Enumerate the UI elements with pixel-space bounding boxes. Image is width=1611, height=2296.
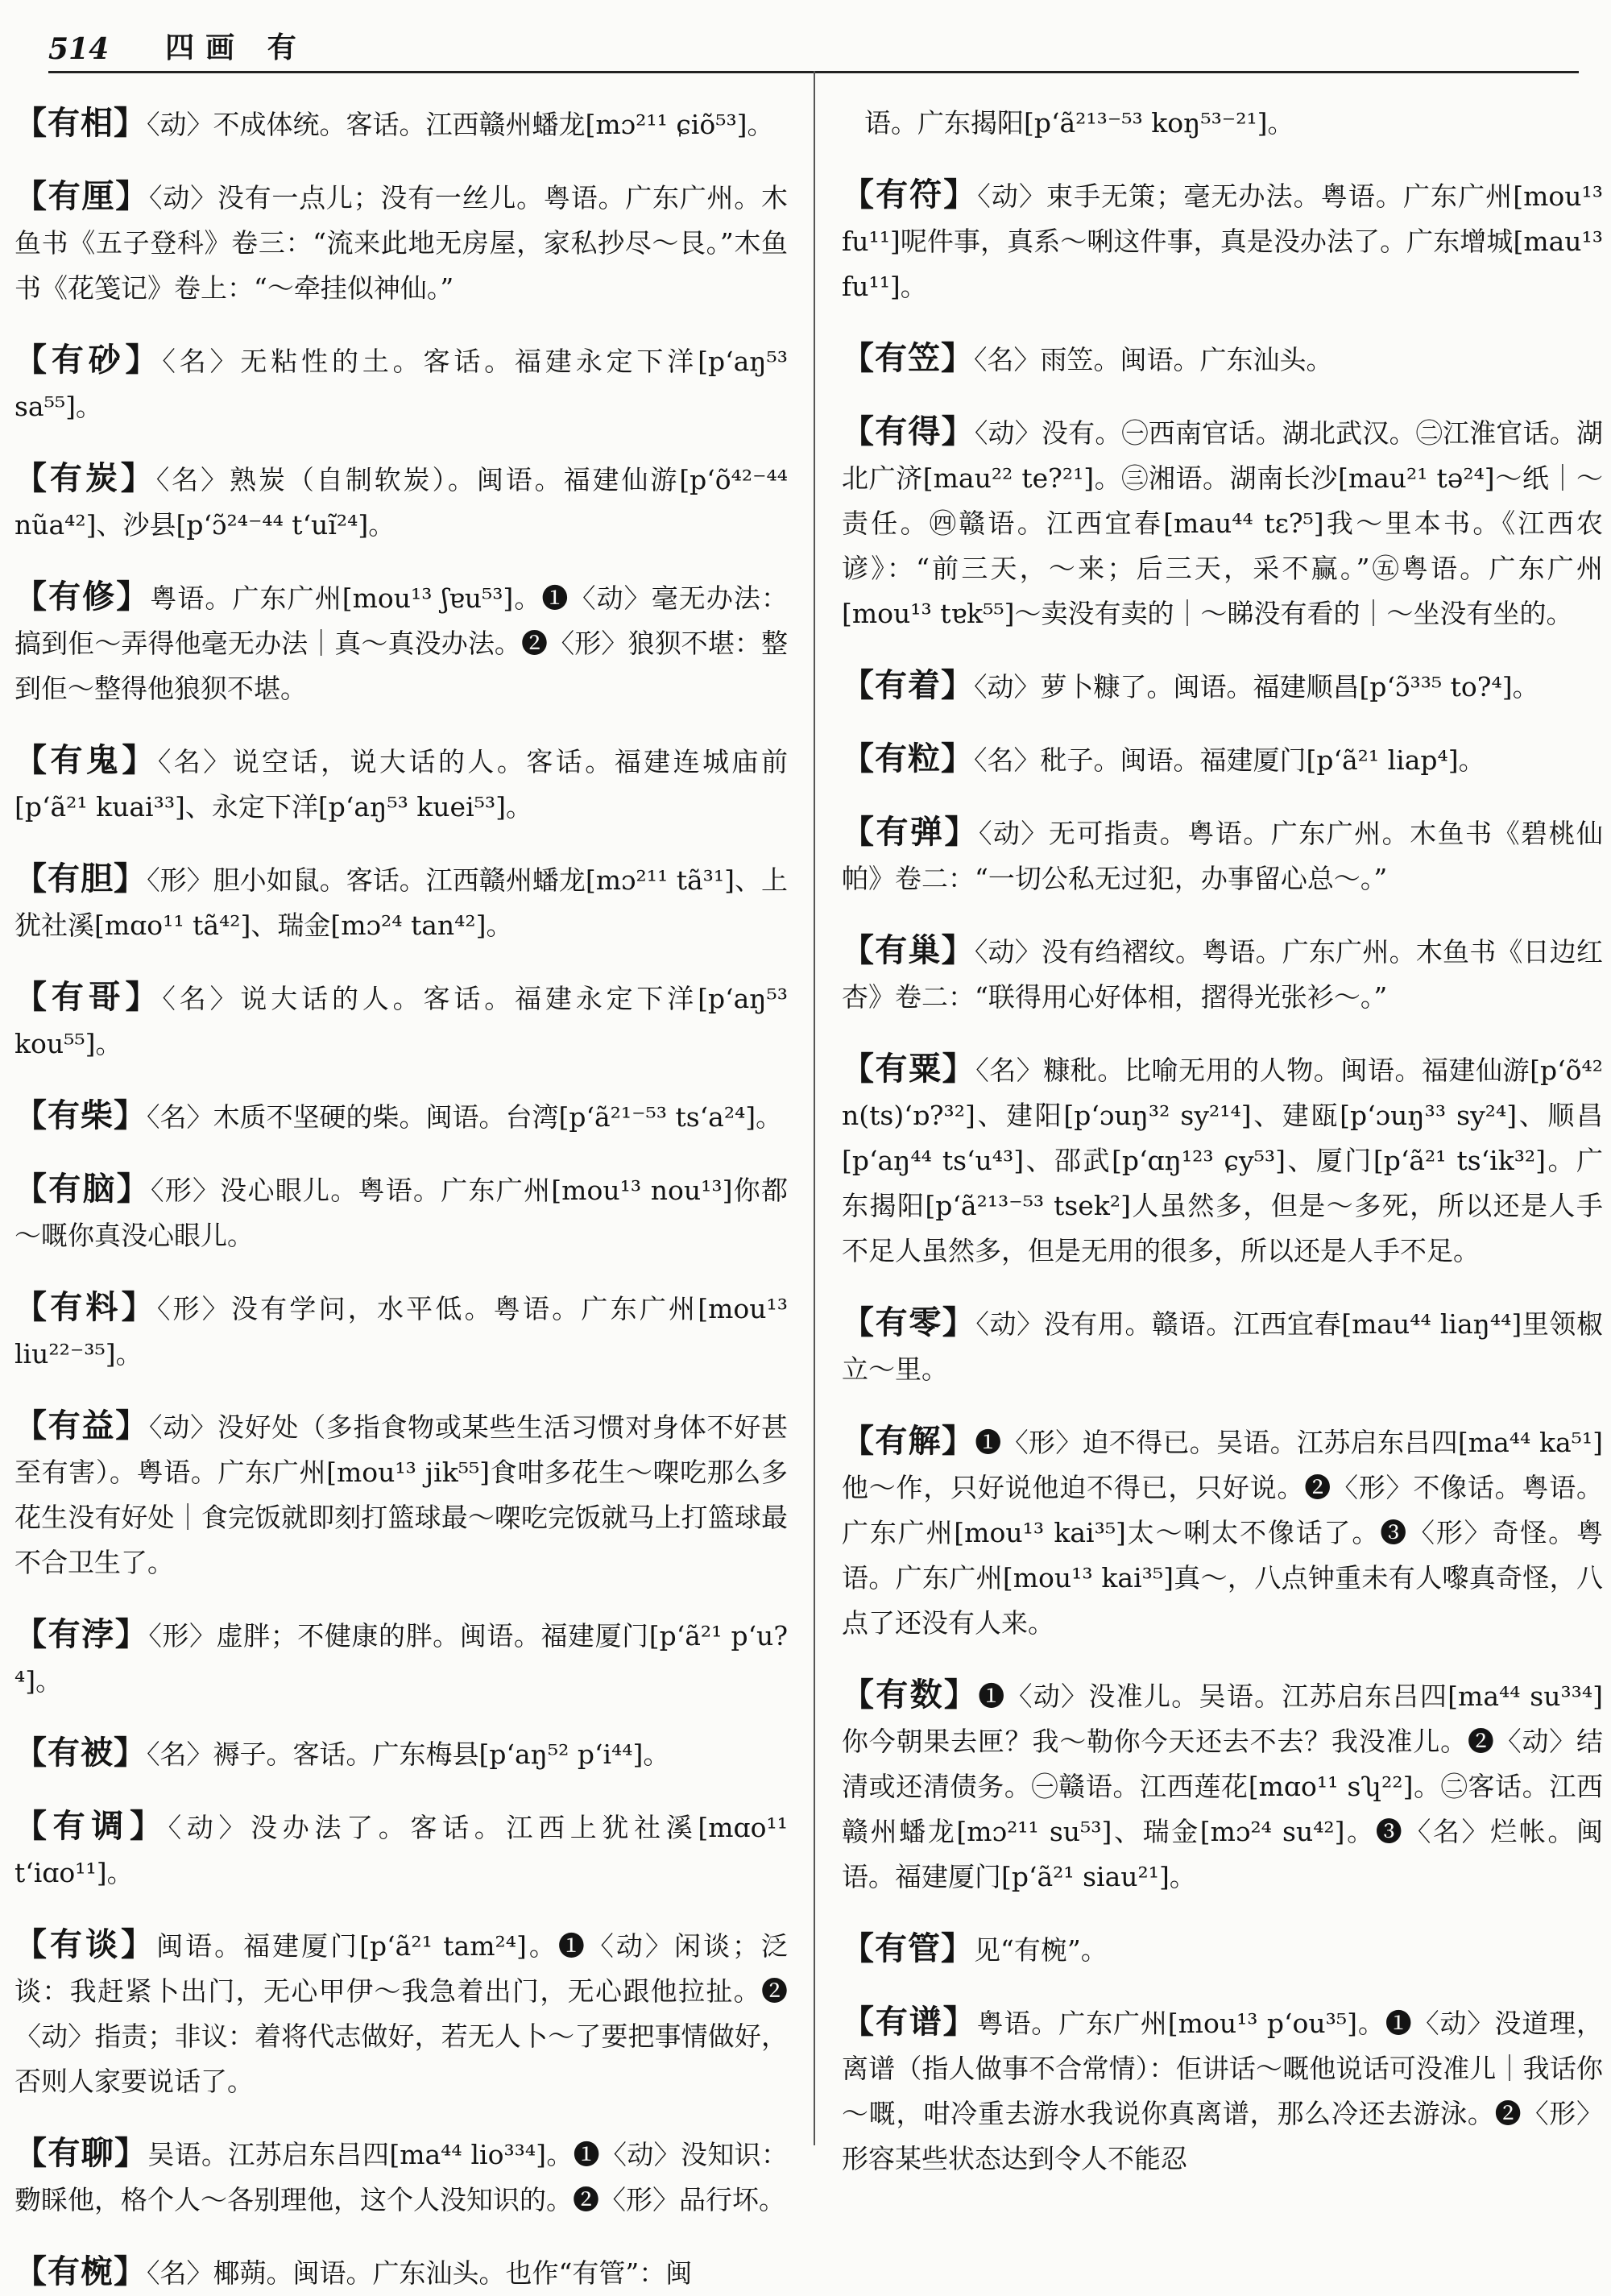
entry-headword: 【有益】 — [14, 1407, 150, 1444]
entry-body: 〈名〉熟炭（自制软炭）。闽语。福建仙游[pʻõ⁴²⁻⁴⁴ nũa⁴²]、沙县[pʻɔ̃²⁴⁻⁴⁴ tʻuĩ²⁴]。 — [14, 464, 789, 541]
column-divider — [814, 71, 815, 2145]
entry-headword: 【有砂】 — [14, 341, 163, 379]
dictionary-entry — [842, 810, 1603, 901]
dictionary-entry — [842, 1300, 1603, 1392]
entry-body: 〈名〉木质不坚硬的柴。闽语。台湾[pʻã²¹⁻⁵³ tsʻa²⁴]。 — [147, 1101, 783, 1133]
entry-body: 〈名〉椰蒴。闽语。广东汕头。也作“有管”：闽 — [147, 2257, 693, 2289]
dictionary-entry — [14, 2249, 788, 2296]
dictionary-entry — [14, 101, 788, 147]
dictionary-entry — [842, 663, 1603, 710]
dictionary-entry — [14, 1403, 788, 1585]
dictionary-entry — [842, 1419, 1603, 1646]
dictionary-entry — [14, 456, 788, 548]
entry-body: ❶〈形〉迫不得已。吴语。江苏启东吕四[ma⁴⁴ ka⁵¹]他～作，只好说他迫不得已，只好说。❷〈形〉不像话。粤语。广东广州[mou¹³ kai³⁵]太～唎太不像话了。❸〈形〉奇怪。粤语。广东广州[mou¹³ kai³⁵]真～，八点钟重未有人嚟真奇怪，八点了还没有人来。 — [842, 1427, 1604, 1639]
entry-body: 〈动〉萝卜糠了。闽语。福建顺昌[pʻɔ̃³³⁵ to?⁴]。 — [974, 671, 1539, 702]
entry-headword: 【有炭】 — [14, 459, 156, 497]
entry-body: 〈形〉虚胖；不健康的胖。闽语。福建厦门[pʻã²¹ pʻu?⁴]。 — [14, 1620, 789, 1697]
entry-headword: 【有相】 — [14, 104, 147, 142]
page-section-title: 四画 有 — [165, 31, 308, 64]
dictionary-entry — [14, 738, 788, 830]
entry-body: 〈动〉没办法了。客话。江西上犹社溪[mɑo¹¹ tʻiɑo¹¹]。 — [14, 1812, 789, 1888]
dictionary-entry — [842, 336, 1603, 383]
dictionary-entry — [14, 174, 788, 311]
dictionary-entry — [14, 1804, 788, 1896]
page-header — [48, 18, 1579, 73]
entry-body: 〈名〉说大话的人。客话。福建永定下洋[pʻaŋ⁵³ kou⁵⁵]。 — [14, 983, 789, 1059]
dictionary-entry — [14, 1612, 788, 1704]
dictionary-entry — [14, 1167, 788, 1258]
entry-body: 〈动〉没有。㊀西南官话。湖北武汉。㊁江淮官话。湖北广济[mau²² te?²¹]。㊂湘语。湖南长沙[mau²¹ tə²⁴]～纸｜～责任。㊃赣语。江西宜春[mau⁴⁴ tɛ?⁵]我～里本书。《江西农谚》：“前三天，～来；后三天，采不赢。”㊄粤语。广东广州[mou¹³ tɐk⁵⁵]～卖没有卖的｜～睇没有看的｜～坐没有坐的。 — [842, 417, 1604, 629]
right-column — [842, 74, 1604, 2174]
entry-headword: 【有谈】 — [14, 1925, 157, 1963]
entry-body: 粤语。广东广州[mou¹³ ʃɐu⁵³]。❶〈动〉毫无办法：搞到佢～弄得他毫无办法｜真～真没办法。❷〈形〉狼狈不堪：整到佢～整得他狼狈不堪。 — [14, 582, 788, 704]
dictionary-entry — [14, 574, 788, 711]
entry-headword: 【有被】 — [14, 1734, 147, 1772]
entry-headword: 【有调】 — [14, 1807, 168, 1845]
entry-body: 见“有椀”。 — [974, 1934, 1108, 1966]
entry-body: 〈动〉没有用。赣语。江西宜春[mau⁴⁴ liaŋ⁴⁴]里领椒立～里。 — [842, 1308, 1604, 1385]
entry-body: 〈名〉秕子。闽语。福建厦门[pʻã²¹ liap⁴]。 — [974, 744, 1485, 776]
entry-headword: 【有粒】 — [842, 740, 974, 777]
entry-headword: 【有着】 — [842, 666, 974, 704]
entry-headword: 【有符】 — [842, 176, 978, 213]
dictionary-entry — [842, 736, 1603, 783]
entry-body: 〈动〉不成体统。客话。江西赣州蟠龙[mɔ²¹¹ ɕiõ⁵³]。 — [147, 109, 774, 140]
entry-headword: 【有脑】 — [14, 1170, 151, 1208]
entry-headword: 【有修】 — [14, 578, 151, 615]
entry-body: 〈动〉无可指责。粤语。广东广州。木鱼书《碧桃仙帕》卷二：“一切公私无过犯，办事留心总～。” — [842, 818, 1604, 894]
entry-body: ❶〈动〉没准儿。吴语。江苏启东吕四[ma⁴⁴ su³³⁴]你今朝果去匣？我～勒你今天还去不去？我没准儿。❷〈动〉结清或还清债务。㊀赣语。江西莲花[mɑo¹¹ sʮ²²]。㊁客话。江西赣州蟠龙[mɔ²¹¹ su⁵³]、瑞金[mɔ²⁴ su⁴²]。❸〈名〉烂帐。闽语。福建厦门[pʻã²¹ siau²¹]。 — [842, 1681, 1604, 1892]
dictionary-entry — [14, 338, 788, 429]
dictionary-entry — [842, 928, 1603, 1020]
entry-headword: 【有柴】 — [14, 1096, 147, 1134]
entry-headword: 【有笠】 — [842, 339, 974, 377]
left-column — [14, 74, 789, 2290]
dictionary-entry — [842, 1046, 1603, 1274]
dictionary-entry — [14, 2131, 788, 2223]
dictionary-entry — [842, 409, 1603, 636]
page-number: 514 — [48, 32, 110, 66]
dictionary-entry — [842, 2000, 1603, 2182]
entry-body: 〈动〉没有绉褶纹。粤语。广东广州。木鱼书《日边红杏》卷二：“联得用心好体相，摺得光张衫～。” — [842, 936, 1604, 1013]
entry-body: 〈动〉束手无策；毫无办法。粤语。广东广州[mou¹³ fu¹¹]呢件事，真系～唎这件事，真是没办法了。广东增城[mau¹³ fu¹¹]。 — [842, 180, 1604, 302]
entry-headword: 【有浡】 — [14, 1615, 149, 1653]
entry-body: 〈形〉没心眼儿。粤语。广东广州[mou¹³ nou¹³]你都～嘅你真没心眼儿。 — [14, 1175, 788, 1251]
dictionary-entry — [14, 975, 788, 1067]
entry-headword: 【有管】 — [842, 1929, 974, 1967]
entry-body: 〈动〉没好处（多指食物或某些生活习惯对身体不好甚至有害）。粤语。广东广州[mou¹³ jik⁵⁵]食咁多花生～㗎吃那么多花生没有好处｜食完饭就即刻打篮球最～㗎吃完饭就马上打篮球最不合卫生了。 — [14, 1411, 789, 1578]
dictionary-entry — [14, 856, 788, 948]
entry-headword: 【有解】 — [842, 1422, 975, 1460]
entry-body: 闽语。福建厦门[pʻã²¹ tam²⁴]。❶〈动〉闲谈；泛谈：我赶紧卜出门，无心甲伊～我急着出门，无心跟他拉扯。❷〈动〉指责；非议：着将代志做好，若无人卜～了要把事情做好，否则人家要说话了。 — [14, 1930, 788, 2097]
entry-headword: 【有胆】 — [14, 860, 147, 897]
entry-headword: 【有厘】 — [14, 177, 150, 215]
entry-headword: 【有数】 — [842, 1676, 979, 1714]
entry-body: 吴语。江苏启东吕四[ma⁴⁴ lio³³⁴]。❶〈动〉没知识：覅睬他，格个人～各别理他，这个人没知识的。❷〈形〉品行坏。 — [14, 2139, 789, 2215]
entry-headword: 【有哥】 — [14, 978, 163, 1016]
entry-body: 〈名〉褥子。客话。广东梅县[pʻaŋ⁵² pʻi⁴⁴]。 — [147, 1739, 670, 1770]
entry-headword: 【有鬼】 — [14, 741, 158, 779]
dictionary-entry — [842, 101, 1603, 146]
entry-headword: 【有料】 — [14, 1288, 157, 1326]
entry-body: 〈名〉无粘性的土。客话。福建永定下洋[pʻaŋ⁵³ sa⁵⁵]。 — [14, 346, 789, 422]
entry-headword: 【有粟】 — [842, 1050, 976, 1088]
dictionary-entry — [842, 172, 1603, 309]
entry-headword: 【有聊】 — [14, 2134, 148, 2172]
dictionary-entry — [842, 1672, 1603, 1900]
entry-headword: 【有谱】 — [842, 2003, 977, 2041]
entry-headword: 【有零】 — [842, 1303, 976, 1341]
dictionary-entry — [14, 1922, 788, 2104]
entry-body: 〈名〉糠秕。比喻无用的人物。闽语。福建仙游[pʻõ⁴² n(ts)ʻɒ?³²]、建阳[pʻɔuŋ³² sy²¹⁴]、建瓯[pʻɔuŋ³³ sy²⁴]、顺昌[pʻaŋ⁴⁴ tsʻu⁴³]、邵武[pʻɑŋ¹²³ ɕy⁵³]、厦门[pʻã²¹ tsʻik³²]。广东揭阳[pʻã²¹³⁻⁵³ tsek²]人虽然多，但是～多死，所以还是人手不足人虽然多，但是无用的很多，所以还是人手不足。 — [842, 1055, 1603, 1266]
dictionary-entry — [14, 1093, 788, 1140]
entry-body: 〈动〉没有一点儿；没有一丝儿。粤语。广东广州。木鱼书《五子登科》卷三：“流来此地无房屋，家私抄尽～艮。”木鱼书《花笺记》卷上：“～牵挂似神仙。” — [14, 182, 789, 304]
entry-body: 〈名〉说空话，说大话的人。客话。福建连城庙前[pʻã²¹ kuai³³]、永定下洋[pʻaŋ⁵³ kuei⁵³]。 — [14, 746, 789, 823]
entry-headword: 【有弹】 — [842, 813, 979, 851]
entry-headword: 【有得】 — [842, 412, 975, 450]
entry-body: 〈名〉雨笠。闽语。广东汕头。 — [974, 344, 1333, 375]
entry-body: 语。广东揭阳[pʻã²¹³⁻⁵³ koŋ⁵³⁻²¹]。 — [864, 107, 1294, 139]
entry-headword: 【有椀】 — [14, 2252, 147, 2290]
entry-headword: 【有巢】 — [842, 931, 975, 969]
entry-body: 〈形〉没有学问，水平低。粤语。广东广州[mou¹³ liu²²⁻³⁵]。 — [14, 1293, 788, 1370]
entry-body: 粤语。广东广州[mou¹³ pʻou³⁵]。❶〈动〉没道理，离谱（指人做事不合常情）：佢讲话～嘅他说话可没准儿｜我话你～嘅，咁冷重去游水我说你真离谱，那么冷还去游泳。❷〈形〉形容某些状态达到令人不能忍 — [842, 2008, 1603, 2174]
dictionary-entry — [14, 1730, 788, 1777]
dictionary-entry — [842, 1926, 1603, 1973]
dictionary-entry — [14, 1285, 788, 1377]
entry-body: 〈形〉胆小如鼠。客话。江西赣州蟠龙[mɔ²¹¹ tã³¹]、上犹社溪[mɑo¹¹ tã⁴²]、瑞金[mɔ²⁴ tan⁴²]。 — [14, 864, 789, 941]
